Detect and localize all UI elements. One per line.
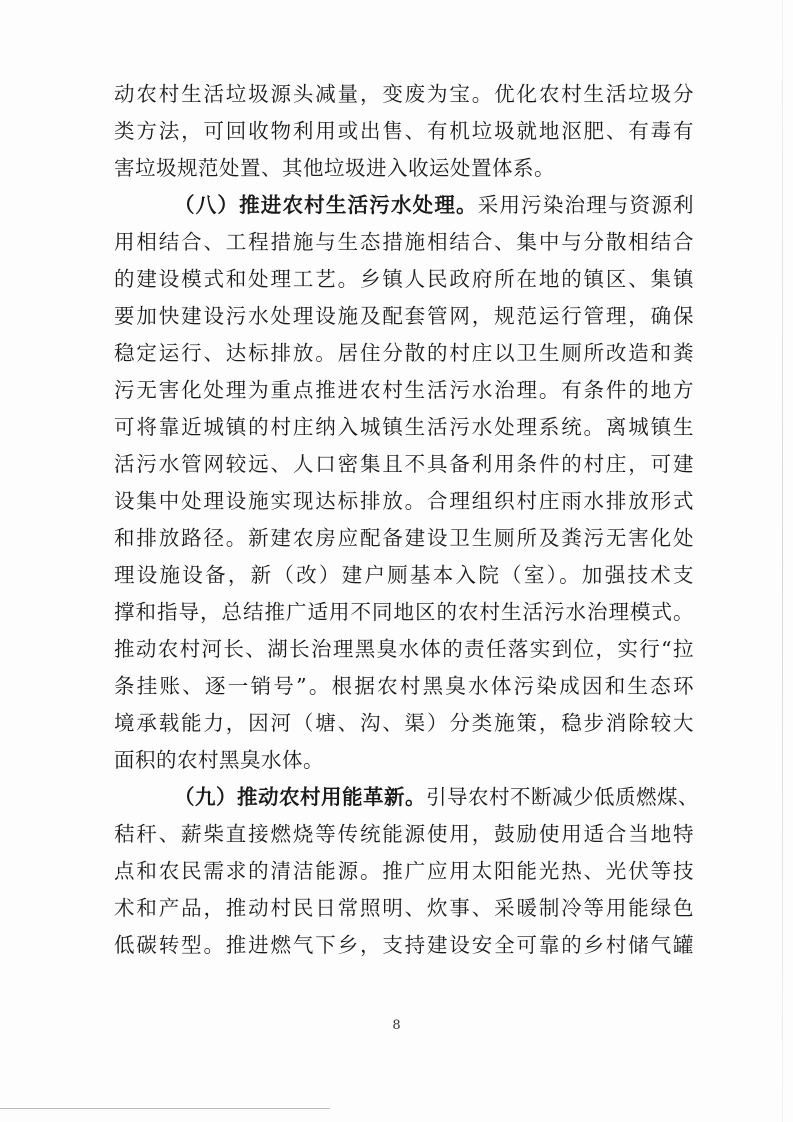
paragraph-line: 点和农民需求的清洁能源。推广应用太阳能光热、光伏等技 — [114, 859, 694, 883]
paragraph-line: 稳定运行、达标排放。居住分散的村庄以卫生厕所改造和粪 — [114, 341, 694, 365]
paragraph-line: 条挂账、逐一销号”。根据农村黑臭水体污染成因和生态环 — [114, 674, 694, 698]
paragraph-line: 用相结合、工程措施与生态措施相结合、集中与分散相结合 — [114, 230, 694, 254]
paragraph-line: 要加快建设污水处理设施及配套管网，规范运行管理，确保 — [114, 304, 694, 328]
paragraph-line: 动农村生活垃圾源头减量，变废为宝。优化农村生活垃圾分 — [114, 82, 694, 106]
section-9-heading: （九）推动农村用能革新。 — [174, 785, 426, 809]
section-8-heading: （八）推进农村生活污水处理。 — [174, 193, 478, 217]
paragraph-line: 活污水管网较远、人口密集且不具备利用条件的村庄，可建 — [114, 452, 694, 476]
paragraph-line: 境承载能力，因河（塘、沟、渠）分类施策，稳步消除较大 — [114, 711, 694, 735]
paragraph-line: 秸秆、薪柴直接燃烧等传统能源使用，鼓励使用适合当地特 — [114, 822, 694, 846]
scan-edge-line — [782, 0, 783, 1122]
paragraph-line: 面积的农村黑臭水体。 — [114, 748, 324, 772]
paragraph-line: 和排放路径。新建农房应配备建设卫生厕所及粪污无害化处 — [114, 526, 694, 550]
document-body — [114, 76, 699, 964]
section-9-text: 引导农村不断减少低质燃煤、 — [426, 785, 699, 809]
scan-bottom-line — [0, 1108, 330, 1109]
paragraph-line: 可将靠近城镇的村庄纳入城镇生活污水处理系统。离城镇生 — [114, 415, 694, 439]
paragraph-line: 理设施设备，新（改）建户厕基本入院（室）。加强技术支 — [114, 563, 694, 587]
paragraph-line: 设集中处理设施实现达标排放。合理组织村庄雨水排放形式 — [114, 489, 694, 513]
section-8-text: 采用污染治理与资源利 — [477, 193, 695, 217]
paragraph-line: 低碳转型。推进燃气下乡，支持建设安全可靠的乡村储气罐 — [114, 933, 694, 957]
paragraph-line: 污无害化处理为重点推进农村生活污水治理。有条件的地方 — [114, 378, 694, 402]
paragraph-line: 的建设模式和处理工艺。乡镇人民政府所在地的镇区、集镇 — [114, 267, 694, 291]
paragraph-line: 害垃圾规范处置、其他垃圾进入收运处置体系。 — [114, 156, 555, 180]
paragraph-line: 术和产品，推动村民日常照明、炊事、采暖制冷等用能绿色 — [114, 896, 694, 920]
page-number: 8 — [392, 1018, 401, 1033]
section-9-first-line — [114, 779, 699, 816]
paragraph-line: 类方法，可回收物利用或出售、有机垃圾就地沤肥、有毒有 — [114, 119, 694, 143]
paragraph-line: 推动农村河长、湖长治理黑臭水体的责任落实到位，实行“拉 — [114, 637, 694, 661]
section-8-first-line — [114, 187, 694, 224]
paragraph-line: 撑和指导，总结推广适用不同地区的农村生活污水治理模式。 — [114, 600, 694, 624]
